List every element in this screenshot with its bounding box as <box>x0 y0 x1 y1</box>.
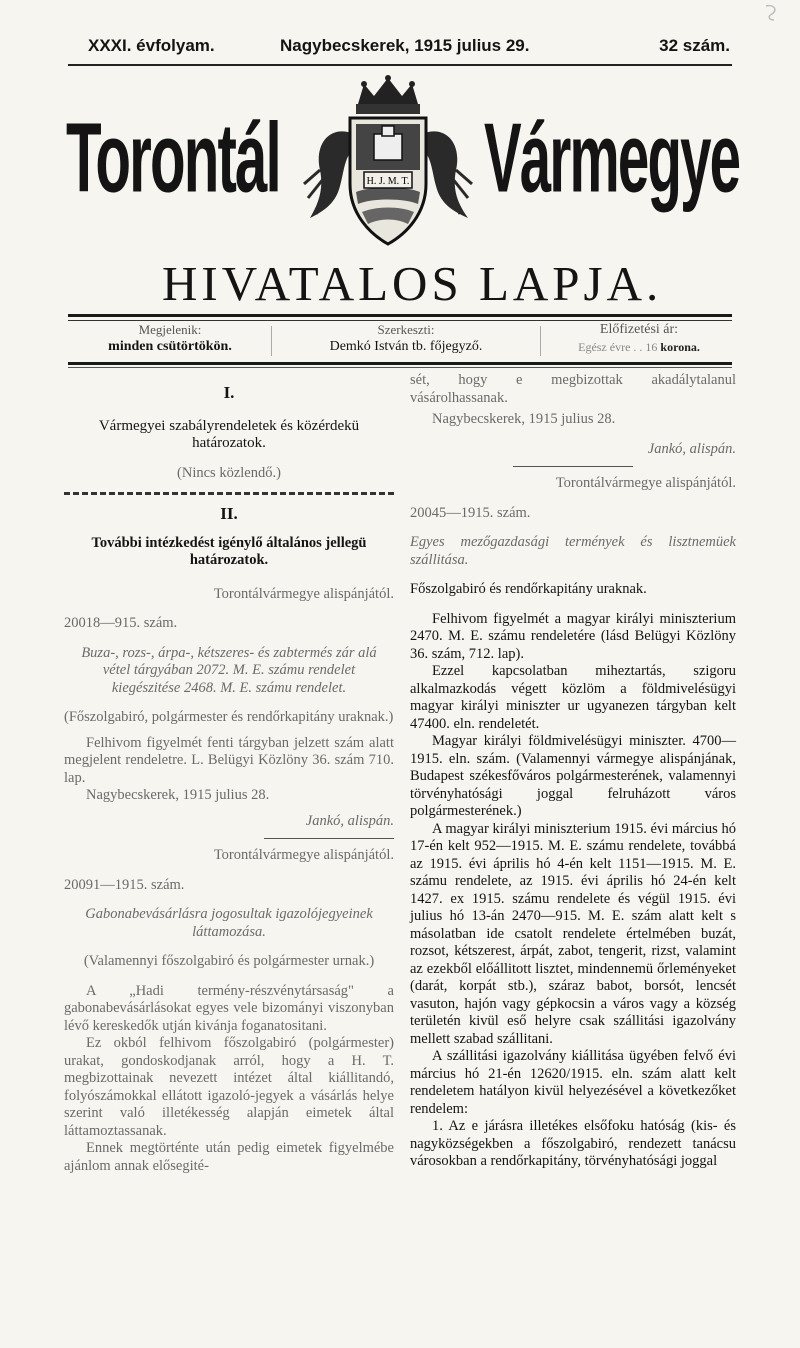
section-1-numeral: I. <box>223 383 235 402</box>
article-3-subject: Egyes mezőgazdasági termények és lisztnemüek szállitása. <box>410 534 736 568</box>
section-1-note: (Nincs közlendő.) <box>177 464 281 481</box>
article-1-place-date: Nagybecskerek, 1915 julius 28. <box>86 787 270 803</box>
article-3-paragraph: A szállitási igazolvány kiállitása ügyében felvő évi március hó 21-én 12620/1915. eln. szám alatt kelt rendeletem hatályon kivül helyezésével a következőket rendelem: <box>410 1048 736 1117</box>
section-2-numeral: II. <box>220 504 238 523</box>
article-3-paragraph: A magyar királyi miniszterium 1915. évi március hó 17-én kelt 952—1915. M. E. számu rendelete, továbbá az 1915. évi április hó 4-én kelt 1151—1915. M. E. számu rendelete, az 1915. évi április hó 24-én kelt 1427. ex 1915. számu rendelete és végül 1915. évi julius hó 13-án 2470—915. M. E. szám alatt kelt s másolatban ide csatolt rendelete értelmében buzát, rozsot, kétszerest, árpát, zabot, tengerit, rizst, valamint az ezekből előállitott lisztet, mindennemü őrleményeket (darát, korpát stb.), száraz babot, borsót, lencsét vasuton, hajón vagy gépkocsin a város vagy a község területén kivül eső helyre csak szállitási igazolvány mellett szabad szállitani. <box>410 820 736 1047</box>
article-1-signature: Jankó, alispán. <box>305 812 394 829</box>
crest-initials: H. J. M. T. <box>366 176 410 187</box>
article-divider <box>513 466 633 467</box>
masthead-title-left: Torontál <box>66 102 280 213</box>
volume-label: XXXI. évfolyam. <box>88 36 215 55</box>
masthead-title-right: Vármegye <box>484 102 740 213</box>
article-1-number: 20018—915. szám. <box>64 615 178 631</box>
header-rule <box>68 64 732 66</box>
info-publication-label: Megjelenik: <box>138 322 202 337</box>
info-rule-thin <box>68 367 732 368</box>
county-coat-of-arms-icon <box>300 74 476 252</box>
article-1-body: Felhivom figyelmét fenti tárgyban jelzett szám alatt megjelent rendeletre. L. Belügyi Közlöny 36. szám 710. lap. <box>64 734 394 786</box>
left-column <box>64 372 394 1175</box>
info-subscription-label: Előfizetési ár: <box>599 322 679 337</box>
masthead-subtitle: HIVATALOS LAPJA. <box>162 256 663 311</box>
article-divider <box>264 838 394 839</box>
article-3-number: 20045—1915. szám. <box>410 504 531 521</box>
info-editor-label: Szerkeszti: <box>377 322 435 337</box>
masthead-rule-thick <box>68 314 732 317</box>
article-3-addressees: Főszolgabiró és rendőrkapitány uraknak. <box>410 581 647 597</box>
article-1-addressees: (Főszolgabiró, polgármester és rendőrkapitány uraknak.) <box>64 709 394 725</box>
article-1-source: Torontálvármegye alispánjától. <box>213 585 394 602</box>
corner-mark-icon <box>760 2 782 24</box>
article-2-paragraph: A „Hadi termény-részvénytársaság" a gabonabevásárlásokat egyes vele bizományi viszonyban lévő kereskedők utján kivánja foganatositani. <box>64 982 394 1034</box>
info-subscription-value <box>540 338 738 356</box>
article-2-subject: Gabonabevásárlásra jogosultak igazolójegyeinek láttamozása. <box>85 906 373 940</box>
article-2-paragraph: Ennek megtörténte után pedig eimetek figyelmébe ajánlom annak elősegité- <box>64 1140 394 1174</box>
article-3-source: Torontálvármegye alispánjától. <box>555 475 736 491</box>
article-2-addressees: (Valamennyi főszolgabiró és polgármester urnak.) <box>83 953 375 969</box>
continuation-text: sét, hogy e megbizottak akadálytalanul vásárolhassanak. <box>410 372 736 406</box>
subscription-currency: korona. <box>660 340 700 354</box>
subscription-price: Egész évre . . 16 <box>578 340 658 354</box>
info-editor-value: Demkó István tb. főjegyző. <box>329 339 483 354</box>
article-2-source: Torontálvármegye alispánjától. <box>213 847 394 863</box>
section-1-title: Vármegyei szabályrendeletek és közérdekü határozatok. <box>98 417 360 451</box>
issue-header <box>70 36 732 60</box>
section-divider <box>64 492 394 495</box>
info-publication-value: minden csütörtökön. <box>108 339 232 354</box>
info-editor <box>272 322 540 360</box>
info-subscription <box>540 322 738 360</box>
continuation-place-date: Nagybecskerek, 1915 julius 28. <box>432 411 616 427</box>
issue-number: 32 szám. <box>659 36 730 55</box>
article-2-number: 20091—1915. szám. <box>64 876 185 893</box>
masthead-rule-thin <box>68 320 732 321</box>
info-publication <box>70 322 270 360</box>
article-3-paragraph: 1. Az e járásra illetékes elsőfoku hatóság (kis- és nagyközségekben a főszolgabiró, rendezett tanácsu városokban a rendőrkapitány, törvényhatósági joggal <box>410 1118 736 1169</box>
article-2-paragraph: Ez okból felhivom főszolgabiró (polgármester) urakat, gondoskodjanak arról, hogy a H. T. megbizottainak nevezett intézet által kiállitandó, folyószámokkal ellátott igazoló-jegyek a vásárlás helye szerint való illetékesség alapján eimetek által láttamoztassanak. <box>64 1035 394 1139</box>
right-column <box>410 372 736 1171</box>
section-2-title: További intézkedést igénylő általános jellegü határozatok. <box>91 534 367 568</box>
article-3-paragraph: Magyar királyi földmivelésügyi miniszter. 4700—1915. eln. szám. (Valamennyi vármegye alispánjának, Budapest székesfőváros polgármesterének, valamennyi törvényhatósági joggal felruházott város polgármesterének.) <box>410 733 736 819</box>
info-rule-thick <box>68 362 732 365</box>
continuation-signature: Jankó, alispán. <box>647 440 736 457</box>
article-3-paragraph: Ezzel kapcsolatban miheztartás, szigoru alkalmazkodás végett közlöm a földmivelésügyi magyar királyi miniszter ur ugyanezen tárgyban kelt 47400. eln. rendeletét. <box>410 663 736 732</box>
place-date: Nagybecskerek, 1915 julius 29. <box>280 36 530 55</box>
article-1-subject: Buza-, rozs-, árpa-, kétszeres- és zabtermés zár alá vétel tárgyában 2072. M. E. számu rendelet kiegészitése 2468. M. E. számu rendelet. <box>81 644 377 696</box>
article-3-paragraph: Felhivom figyelmét a magyar királyi miniszterium 2470. M. E. számu rendeletére (lásd Belügyi Közlöny 36. szám, 712. lap). <box>410 610 736 662</box>
